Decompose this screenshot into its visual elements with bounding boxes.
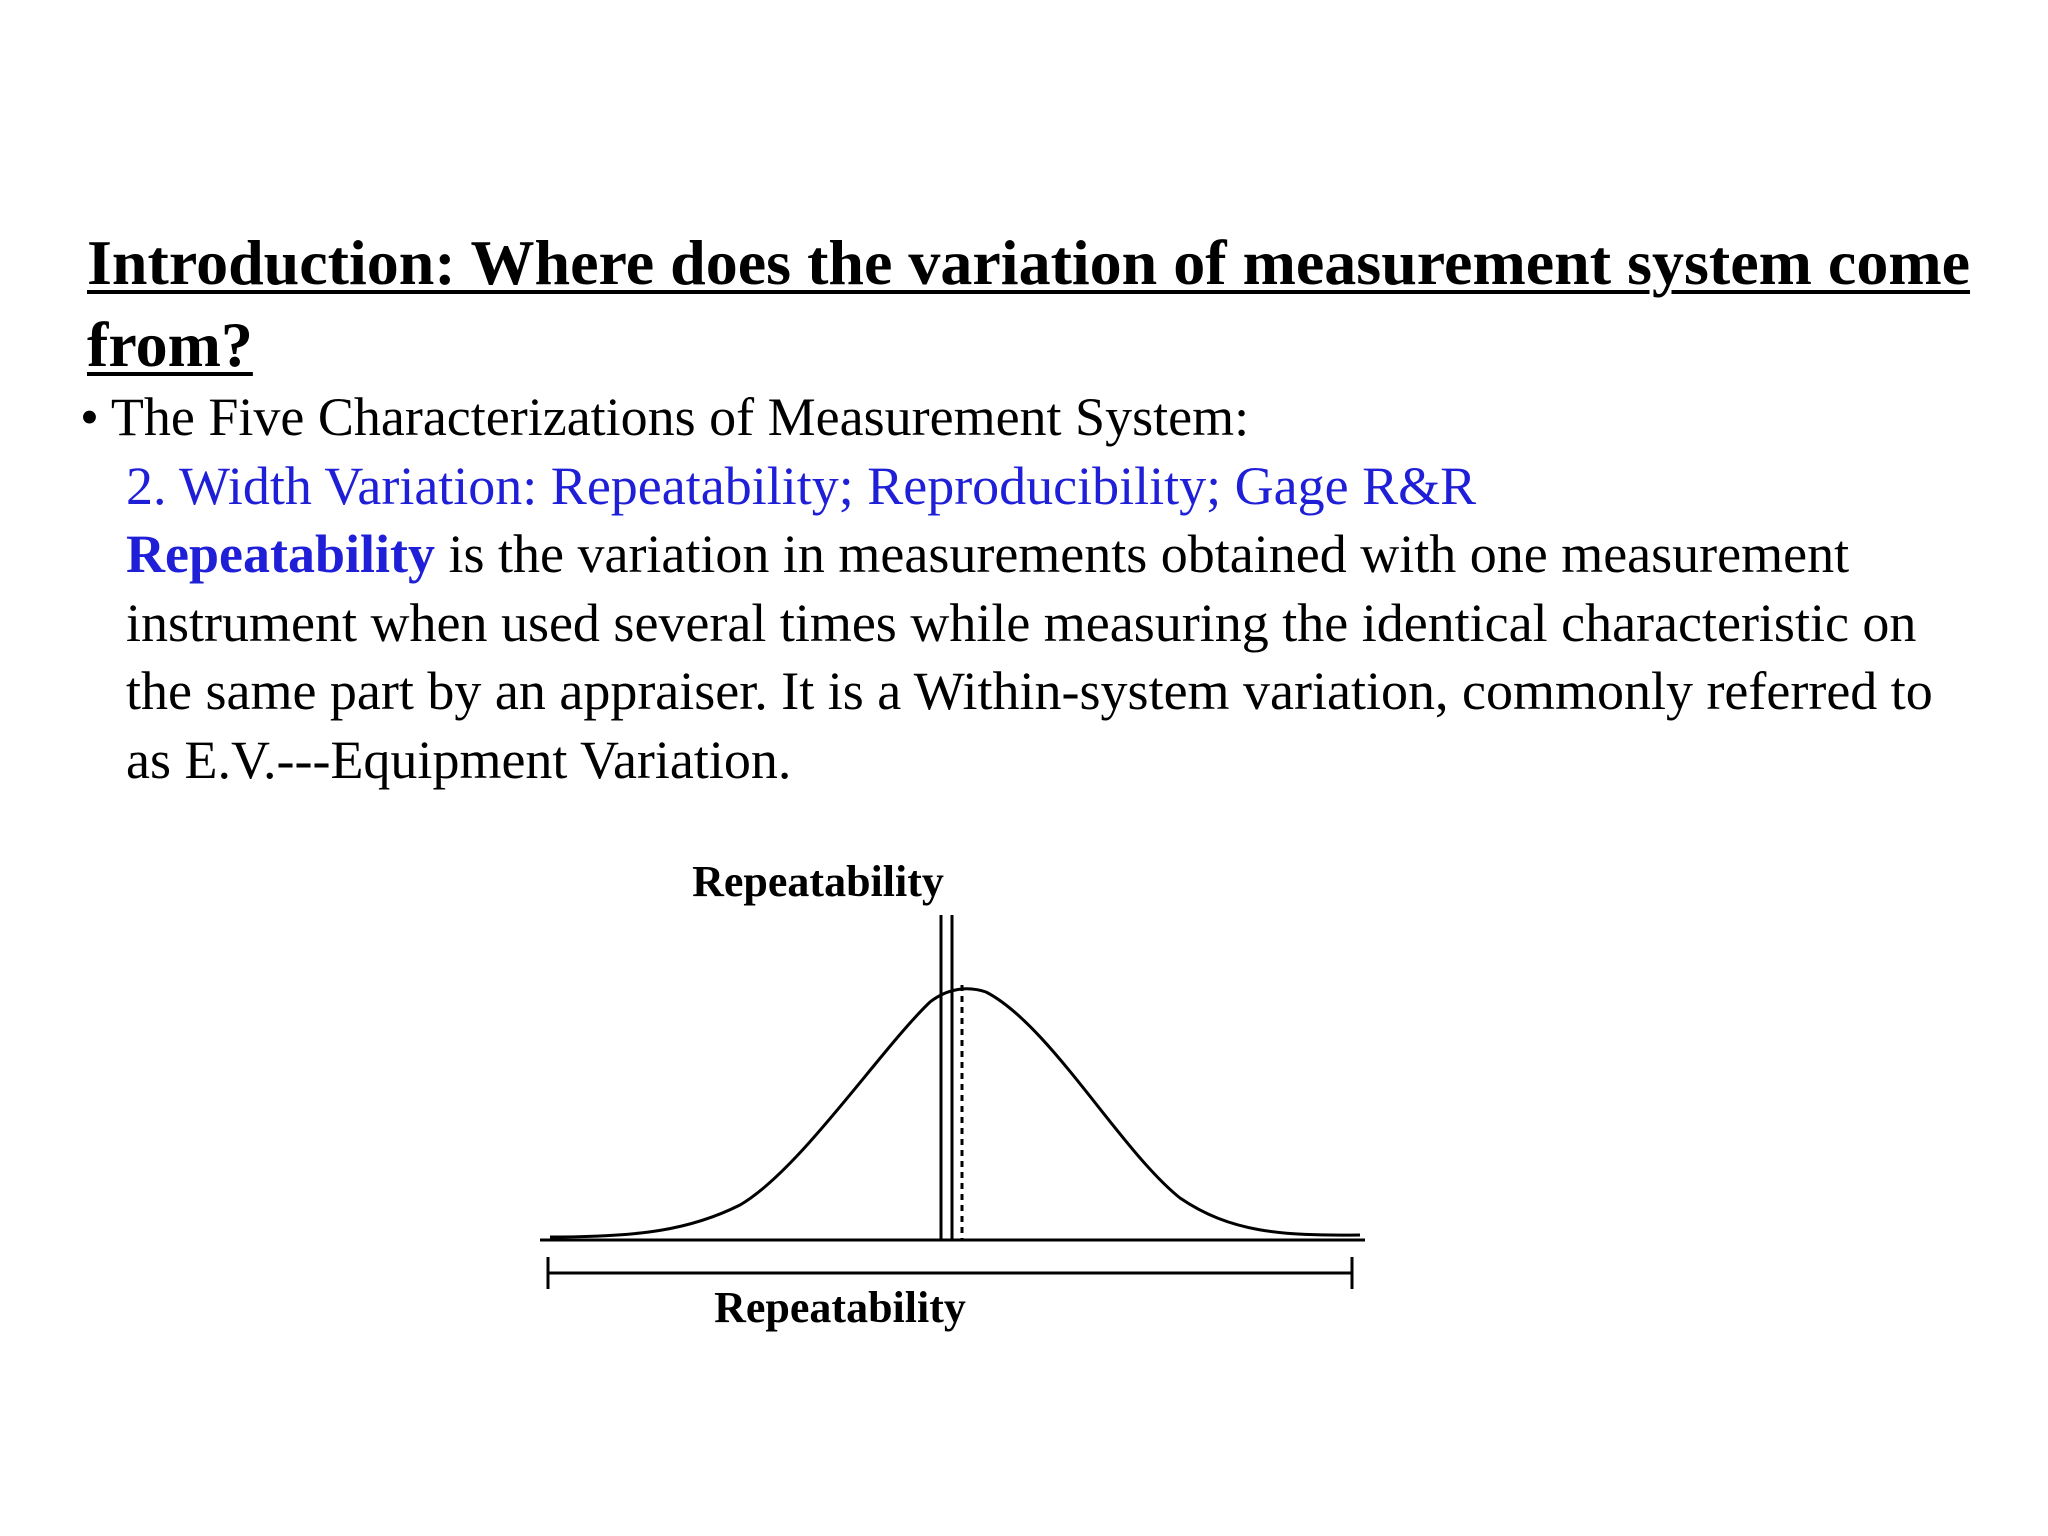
bell-curve-diagram	[520, 820, 1400, 1380]
bullet-text: The Five Characterizations of Measurement System:	[110, 387, 1250, 447]
definition-paragraph	[126, 520, 1976, 794]
bullet-icon: •	[80, 387, 99, 447]
repeatability-figure	[520, 820, 1400, 1380]
definition-term: Repeatability	[126, 524, 435, 584]
definition-text: is the variation in measurements obtained with one measurement instrument when used several times while measuring the identical characteristic on the same part by an appraiser. It is a Within-system variation, commonly referred to as E.V.---Equipment Variation.	[126, 524, 1933, 790]
bullet-item	[80, 383, 1249, 451]
bell-curve	[550, 989, 1360, 1237]
range-label: Repeatability	[714, 1283, 966, 1332]
figure-title: Repeatability	[692, 857, 944, 906]
slide-title: Introduction: Where does the variation of measurement system come from?	[87, 227, 1971, 380]
subheading: 2. Width Variation: Repeatability; Reproducibility; Gage R&R	[126, 456, 1477, 516]
